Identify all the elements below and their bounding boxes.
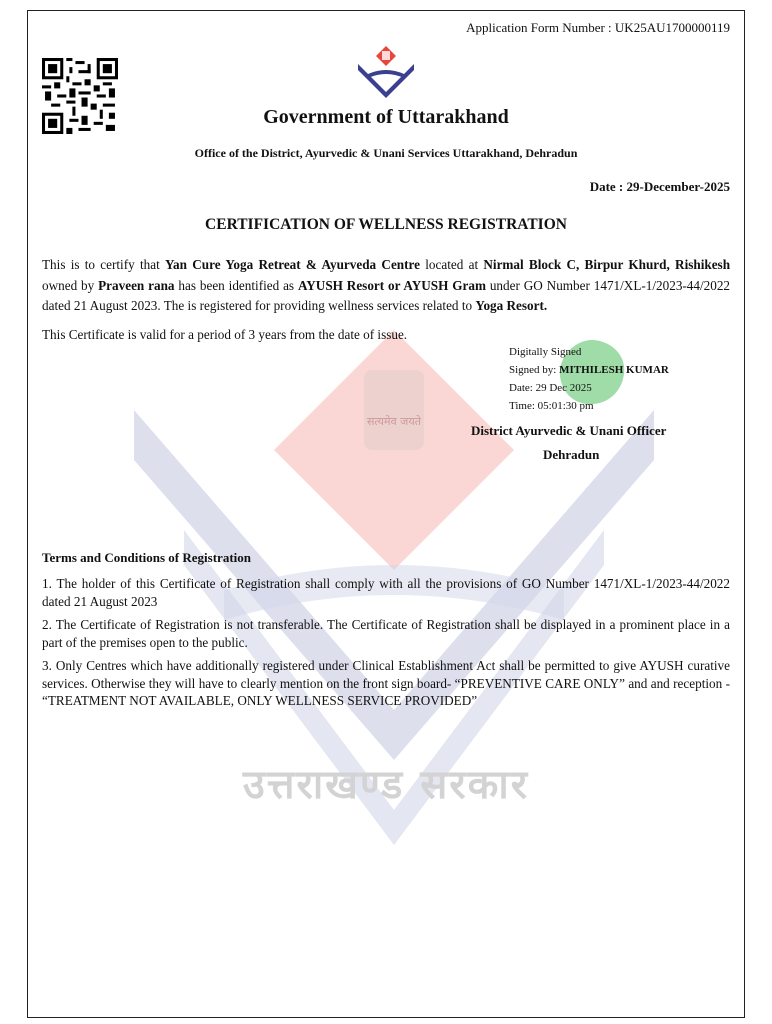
certificate-date: [590, 179, 730, 195]
officer-place: Dehradun: [543, 447, 600, 462]
watermark-text: उत्तराखण्ड सरकार: [242, 762, 530, 808]
officer-designation: District Ayurvedic & Unani Officer: [471, 423, 667, 438]
certificate-title: CERTIFICATION OF WELLNESS REGISTRATION: [205, 216, 567, 233]
terms-heading: Terms and Conditions of Registration: [42, 550, 251, 565]
application-number-label: Application Form Number :: [466, 20, 612, 35]
registration-category: AYUSH Resort or AYUSH Gram: [297, 277, 486, 293]
text-fragment: has been identified as: [178, 277, 295, 293]
terms-item: 1. The holder of this Certificate of Registration shall comply with all the provisions of GO Number 1471/XL-1/2023-44/2022 dated 21 August 2023: [42, 576, 730, 609]
signed-by-label: Signed by:: [509, 364, 557, 376]
centre-location: Nirmal Block C, Birpur Khurd, Rishikesh: [483, 257, 731, 272]
government-title: Government of Uttarakhand: [263, 106, 509, 128]
certification-paragraph: [42, 255, 730, 317]
terms-item: 2. The Certificate of Registration is not transferable. The Certificate of Registration shall be displayed in a prominent place in a part of the premises open to the public.: [42, 617, 730, 650]
application-number: [466, 20, 730, 36]
validity-statement: This Certificate is valid for a period of 3 years from the date of issue.: [42, 327, 408, 342]
owner-name: Praveen rana: [98, 277, 175, 293]
digitally-signed-label: Digitally Signed: [509, 346, 582, 358]
centre-name: Yan Cure Yoga Retreat & Ayurveda Centre: [165, 257, 420, 272]
signed-by-line: [509, 361, 669, 379]
text-fragment: under GO Number 1471/XL-1/2023-44/2022 dated 21 August 2023. The is registered for providing wellness services related to: [42, 277, 731, 313]
text-fragment: owned by: [42, 277, 95, 293]
uttarakhand-emblem: [354, 44, 418, 100]
terms-item: 3. Only Centres which have additionally registered under Clinical Establishment Act shall be permitted to give AYUSH curative services. Otherwise they will have to clearly mention on the front sign board- “PREVENTIVE CARE ONLY” and and reception - “TREATMENT NOT AVAILABLE, ONLY WELLNESS SERVICE PROVIDED”: [42, 658, 730, 708]
date-value: 29-December-2025: [626, 179, 730, 194]
date-label: Date :: [589, 179, 624, 194]
service-type: Yoga Resort.: [475, 298, 548, 313]
text-fragment: This is to certify that: [42, 257, 160, 272]
office-subtitle: Office of the District, Ayurvedic & Unani Services Uttarakhand, Dehradun: [194, 146, 578, 160]
digital-signature-block: [509, 343, 669, 415]
watermark-motto: सत्यमेव जयते: [366, 415, 422, 428]
application-number-value: UK25AU1700000119: [614, 20, 730, 35]
signature-time: Time: 05:01:30 pm: [509, 400, 594, 412]
signer-name: MITHILESH KUMAR: [559, 364, 669, 376]
text-fragment: located at: [425, 257, 479, 272]
signature-date: Date: 29 Dec 2025: [509, 382, 592, 394]
